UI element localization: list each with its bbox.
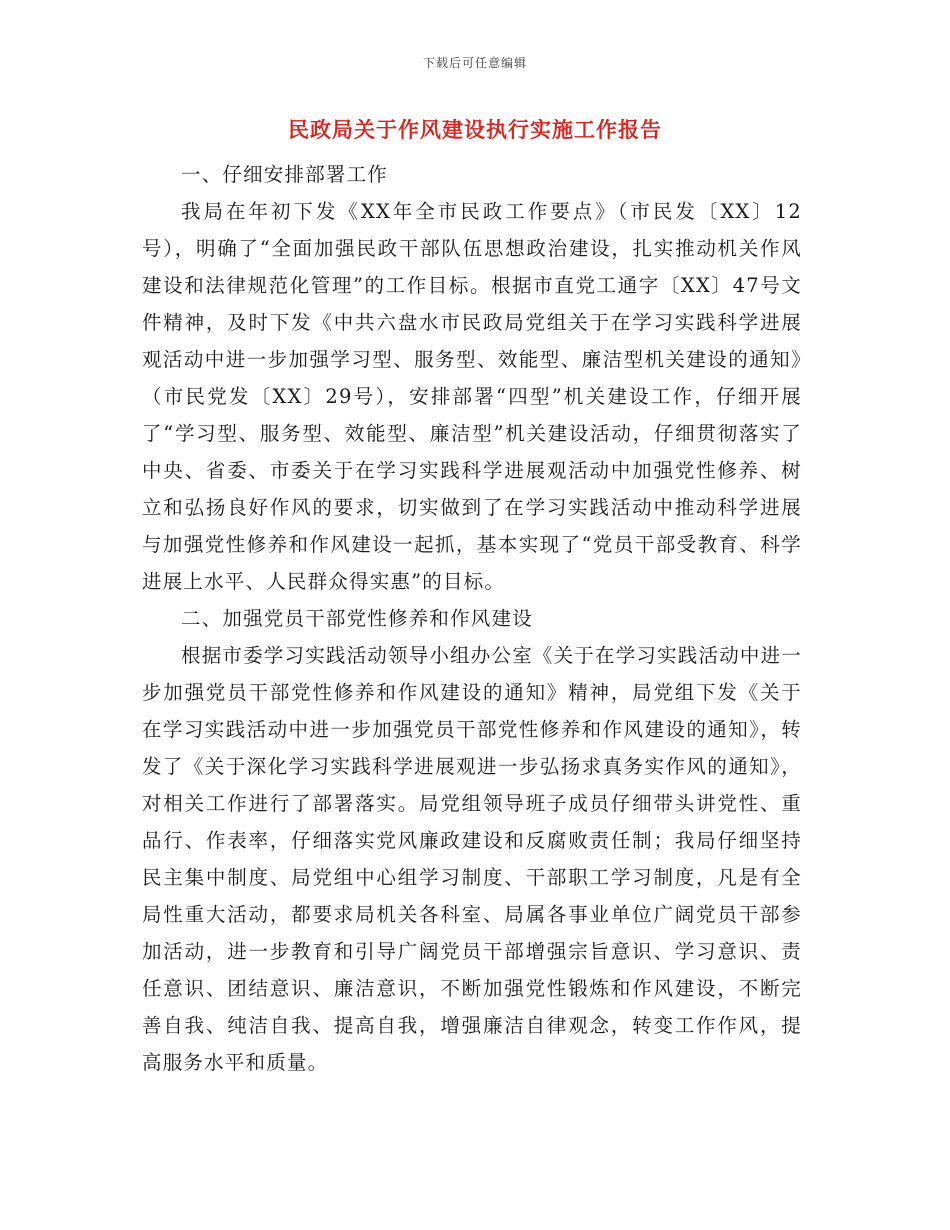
document-body <box>142 156 802 1081</box>
section-heading-1: 一、仔细安排部署工作 <box>181 163 389 186</box>
header-note: 下载后可任意编辑 <box>422 56 527 70</box>
section-heading-2: 二、加强党员干部党性修养和作风建设 <box>181 607 533 630</box>
paragraph-1: 我局在年初下发《XX年全市民政工作要点》（市民发〔XX〕12号），明确了“全面加强民政干部队伍思想政治建设，扎实推动机关作风建设和法律规范化管理”的工作目标。根据市直党工通字〔XX〕47号文件精神，及时下发《中共六盘水市民政局党组关于在学习实践科学进展观活动中进一步加强学习型、服务型、效能型、廉洁型机关建设的通知》（市民党发〔XX〕29号），安排部署“四型”机关建设工作，仔细开展了“学习型、服务型、效能型、廉洁型”机关建设活动，仔细贯彻落实了中央、省委、市委关于在学习实践科学进展观活动中加强党性修养、树立和弘扬良好作风的要求，切实做到了在学习实践活动中推动科学进展与加强党性修养和作风建设一起抓，基本实现了“党员干部受教育、科学进展上水平、人民群众得实惠”的目标。 <box>142 200 802 593</box>
document-title: 民政局关于作风建设执行实施工作报告 <box>288 117 662 142</box>
paragraph-2: 根据市委学习实践活动领导小组办公室《关于在学习实践活动中进一步加强党员干部党性修养和作风建设的通知》精神，局党组下发《关于在学习实践活动中进一步加强党员干部党性修养和作风建设的通知》，转发了《关于深化学习实践科学进展观进一步弘扬求真务实作风的通知》，对相关工作进行了部署落实。局党组领导班子成员仔细带头讲党性、重品行、作表率，仔细落实党风廉政建设和反腐败责任制；我局仔细坚持民主集中制度、局党组中心组学习制度、干部职工学习制度，凡是有全局性重大活动，都要求局机关各科室、局属各事业单位广阔党员干部参加活动，进一步教育和引导广阔党员干部增强宗旨意识、学习意识、责任意识、团结意识、廉洁意识，不断加强党性锻炼和作风建设，不断完善自我、纯洁自我、提高自我，增强廉洁自律观念，转变工作作风，提高服务水平和质量。 <box>142 644 803 1074</box>
